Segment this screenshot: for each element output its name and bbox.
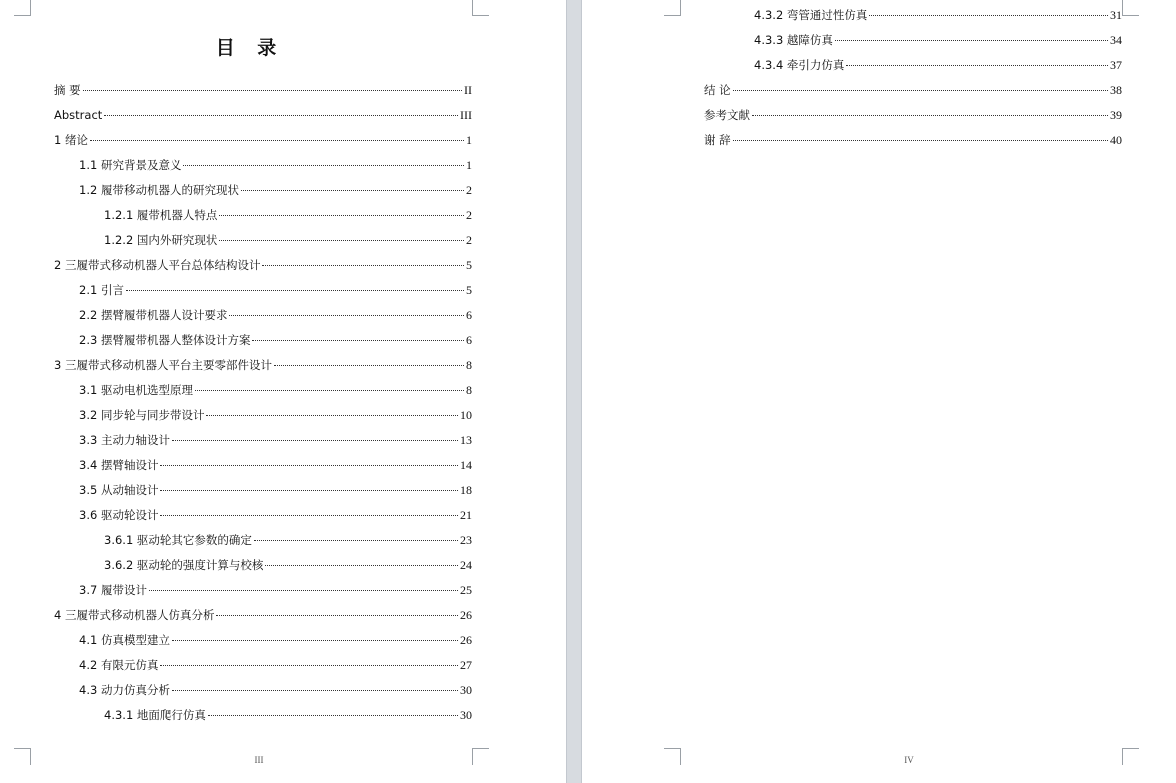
toc-entry-label: 3.6 驱动轮设计: [79, 508, 159, 522]
toc-entry[interactable]: [54, 178, 472, 203]
toc-entry[interactable]: [704, 103, 1122, 128]
dot-leader: [172, 690, 458, 691]
dot-leader: [733, 90, 1108, 91]
toc-entry-page: 8: [466, 358, 472, 372]
toc-entry[interactable]: [54, 253, 472, 278]
toc-entry[interactable]: [704, 28, 1122, 53]
toc-entry-label: 4.3.3 越障仿真: [754, 33, 833, 47]
toc-entry[interactable]: [54, 278, 472, 303]
dot-leader: [160, 665, 458, 666]
dot-leader: [126, 290, 464, 291]
toc-entry-page: 5: [466, 258, 472, 272]
toc-entry[interactable]: [54, 553, 472, 578]
dot-leader: [149, 590, 458, 591]
toc-entry[interactable]: [54, 228, 472, 253]
toc-entry-label: 参考文献: [704, 108, 750, 122]
toc-entry-label: 3.1 驱动电机选型原理: [79, 383, 193, 397]
toc-entry[interactable]: [54, 378, 472, 403]
toc-entry-label: 4 三履带式移动机器人仿真分析: [54, 608, 215, 622]
crop-mark: [472, 0, 489, 16]
toc-entry[interactable]: [54, 353, 472, 378]
dot-leader: [254, 540, 458, 541]
dot-leader: [160, 515, 458, 516]
dot-leader: [208, 715, 458, 716]
toc-entry[interactable]: [54, 703, 472, 728]
toc-list-left: [54, 78, 472, 728]
toc-entry-page: 38: [1110, 83, 1122, 97]
toc-entry-label: 3.6.1 驱动轮其它参数的确定: [104, 533, 252, 547]
toc-entry-label: 3.3 主动力轴设计: [79, 433, 170, 447]
toc-entry-page: 26: [460, 633, 472, 647]
toc-entry[interactable]: [54, 78, 472, 103]
dot-leader: [869, 15, 1108, 16]
toc-entry-label: 4.3.1 地面爬行仿真: [104, 708, 206, 722]
toc-entry[interactable]: [704, 78, 1122, 103]
toc-entry-page: 1: [466, 158, 472, 172]
toc-entry[interactable]: [704, 128, 1122, 153]
crop-mark: [1122, 0, 1139, 16]
toc-entry-page: 6: [466, 308, 472, 322]
dot-leader: [83, 90, 462, 91]
toc-entry[interactable]: [54, 603, 472, 628]
toc-entry-label: 2.1 引言: [79, 283, 124, 297]
dot-leader: [172, 440, 458, 441]
toc-entry-page: 1: [466, 133, 472, 147]
toc-entry-label: 2 三履带式移动机器人平台总体结构设计: [54, 258, 261, 272]
page-number-footer: IV: [904, 755, 914, 765]
crop-mark: [1122, 748, 1139, 765]
dot-leader: [183, 165, 464, 166]
toc-entry[interactable]: [54, 578, 472, 603]
toc-entry-label: 4.3.2 弯管通过性仿真: [754, 8, 868, 22]
toc-entry-page: 13: [460, 433, 472, 447]
toc-entry-page: 2: [466, 233, 472, 247]
toc-entry[interactable]: [54, 628, 472, 653]
toc-entry[interactable]: [54, 328, 472, 353]
toc-entry[interactable]: [54, 478, 472, 503]
toc-entry[interactable]: [54, 203, 472, 228]
toc-entry-page: 14: [460, 458, 472, 472]
toc-entry[interactable]: [54, 678, 472, 703]
toc-entry-page: III: [460, 108, 472, 122]
dot-leader: [274, 365, 464, 366]
toc-entry-label: 摘 要: [54, 83, 81, 97]
toc-entry[interactable]: [54, 403, 472, 428]
toc-entry-page: 21: [460, 508, 472, 522]
toc-entry-page: 40: [1110, 133, 1122, 147]
toc-entry-page: 24: [460, 558, 472, 572]
dot-leader: [160, 465, 458, 466]
toc-entry-page: 30: [460, 708, 472, 722]
toc-entry-page: 8: [466, 383, 472, 397]
toc-entry-label: 4.3.4 牵引力仿真: [754, 58, 845, 72]
toc-entry-page: 5: [466, 283, 472, 297]
toc-entry-label: 3.6.2 驱动轮的强度计算与校核: [104, 558, 264, 572]
toc-entry-label: 3 三履带式移动机器人平台主要零部件设计: [54, 358, 272, 372]
toc-entry-page: 23: [460, 533, 472, 547]
toc-entry-page: 34: [1110, 33, 1122, 47]
toc-entry[interactable]: [704, 53, 1122, 78]
toc-entry-label: 1.2 履带移动机器人的研究现状: [79, 183, 239, 197]
dot-leader: [241, 190, 464, 191]
dot-leader: [219, 215, 464, 216]
toc-entry[interactable]: [54, 153, 472, 178]
toc-list-right: [704, 3, 1122, 153]
toc-entry[interactable]: [54, 503, 472, 528]
toc-entry-label: 谢 辞: [704, 133, 731, 147]
toc-entry-label: 3.7 履带设计: [79, 583, 147, 597]
dot-leader: [835, 40, 1108, 41]
toc-entry-label: 4.1 仿真模型建立: [79, 633, 170, 647]
toc-entry[interactable]: [54, 128, 472, 153]
crop-mark: [14, 748, 31, 765]
toc-entry-label: 3.2 同步轮与同步带设计: [79, 408, 205, 422]
document-page-left: [0, 0, 566, 783]
dot-leader: [206, 415, 458, 416]
toc-entry[interactable]: [54, 103, 472, 128]
toc-entry-label: Abstract: [54, 108, 103, 122]
toc-entry-page: II: [464, 83, 472, 97]
toc-entry[interactable]: [54, 428, 472, 453]
toc-entry-label: 3.5 从动轴设计: [79, 483, 159, 497]
toc-entry-label: 3.4 摆臂轴设计: [79, 458, 159, 472]
toc-entry-page: 30: [460, 683, 472, 697]
dot-leader: [265, 565, 458, 566]
toc-entry-label: 2.3 摆臂履带机器人整体设计方案: [79, 333, 251, 347]
toc-entry[interactable]: [704, 3, 1122, 28]
crop-mark: [14, 0, 31, 16]
toc-entry-page: 31: [1110, 8, 1122, 22]
toc-entry-page: 2: [466, 183, 472, 197]
toc-entry-label: 1.1 研究背景及意义: [79, 158, 182, 172]
toc-entry-label: 1 绪论: [54, 133, 88, 147]
dot-leader: [252, 340, 464, 341]
dot-leader: [752, 115, 1108, 116]
toc-title: 目 录: [215, 37, 285, 59]
dot-leader: [262, 265, 464, 266]
toc-entry[interactable]: [54, 528, 472, 553]
toc-entry-page: 6: [466, 333, 472, 347]
dot-leader: [172, 640, 458, 641]
toc-entry-page: 2: [466, 208, 472, 222]
page-gutter: [566, 0, 582, 783]
toc-entry-label: 4.3 动力仿真分析: [79, 683, 170, 697]
toc-entry-page: 26: [460, 608, 472, 622]
toc-entry[interactable]: [54, 453, 472, 478]
toc-entry-page: 25: [460, 583, 472, 597]
toc-entry-page: 37: [1110, 58, 1122, 72]
dot-leader: [219, 240, 464, 241]
toc-entry-label: 1.2.1 履带机器人特点: [104, 208, 218, 222]
toc-entry[interactable]: [54, 303, 472, 328]
toc-entry-page: 18: [460, 483, 472, 497]
crop-mark: [664, 0, 681, 16]
dot-leader: [160, 490, 458, 491]
crop-mark: [664, 748, 681, 765]
toc-entry-label: 1.2.2 国内外研究现状: [104, 233, 218, 247]
dot-leader: [216, 615, 458, 616]
toc-entry-label: 结 论: [704, 83, 731, 97]
toc-entry-label: 2.2 摆臂履带机器人设计要求: [79, 308, 228, 322]
crop-mark: [472, 748, 489, 765]
toc-entry-page: 27: [460, 658, 472, 672]
dot-leader: [90, 140, 464, 141]
dot-leader: [229, 315, 464, 316]
dot-leader: [733, 140, 1108, 141]
toc-entry-label: 4.2 有限元仿真: [79, 658, 159, 672]
dot-leader: [195, 390, 464, 391]
toc-entry-page: 10: [460, 408, 472, 422]
dot-leader: [104, 115, 458, 116]
dot-leader: [846, 65, 1108, 66]
toc-entry[interactable]: [54, 653, 472, 678]
page-number-footer: III: [254, 755, 264, 765]
toc-entry-page: 39: [1110, 108, 1122, 122]
